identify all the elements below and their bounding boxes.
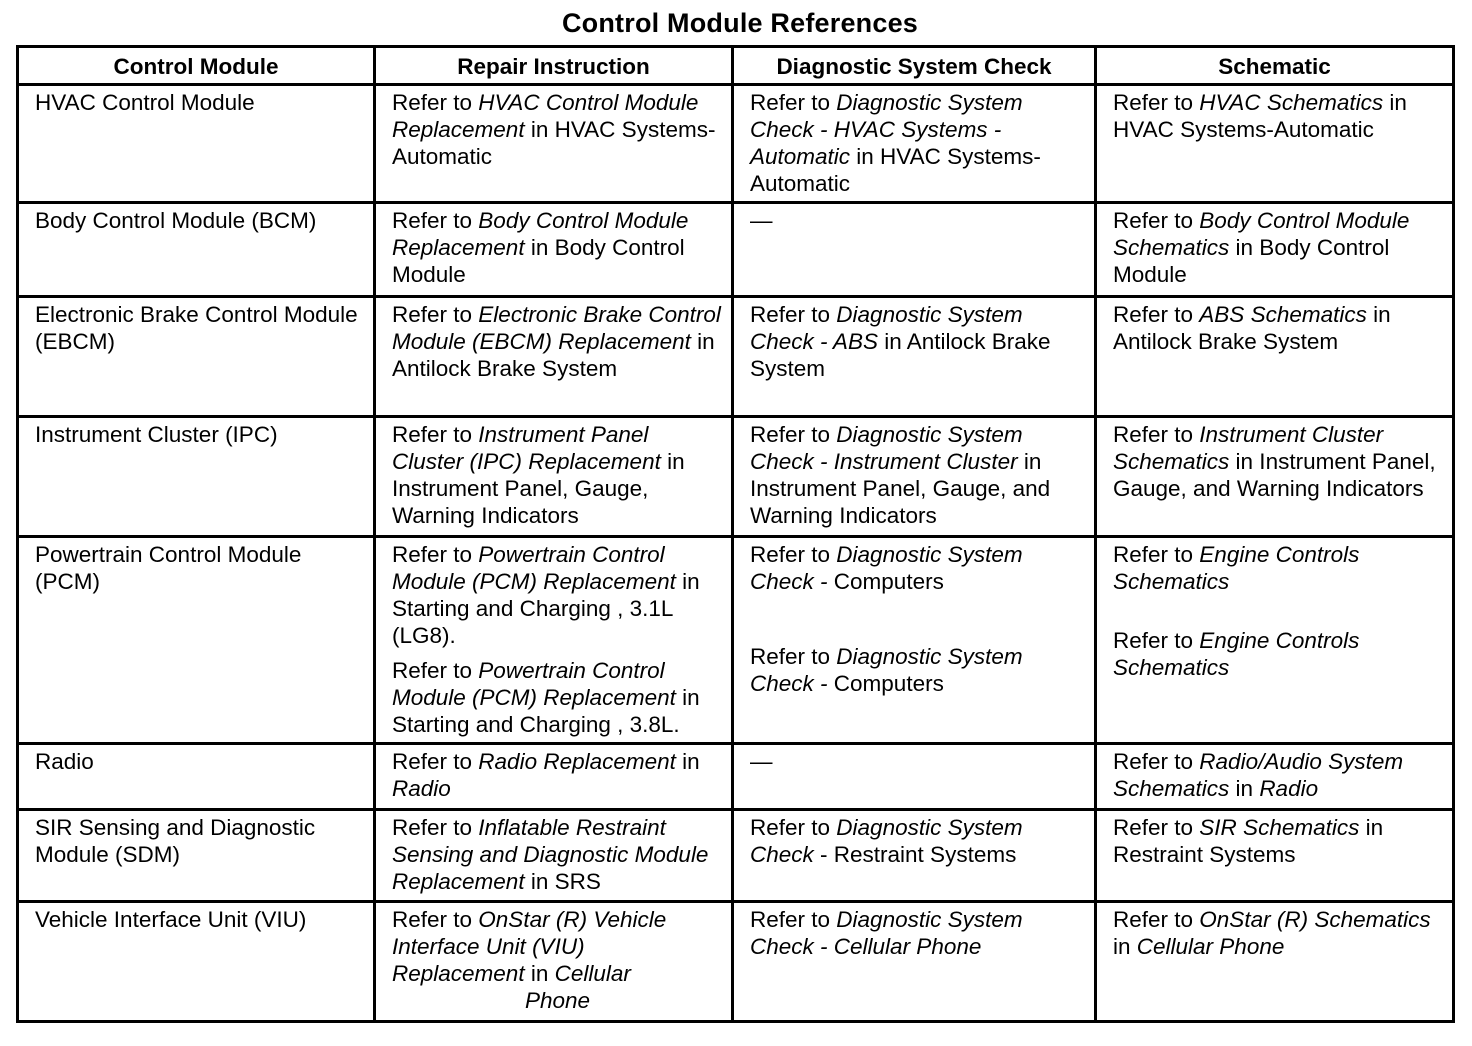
document-reference: Radio/Audio System Schematics bbox=[1113, 749, 1404, 801]
location-text: in Antilock Brake System bbox=[392, 329, 715, 381]
document-reference: Electronic Brake Control Module (EBCM) Replacement bbox=[392, 302, 721, 354]
refer-text: Refer to bbox=[1113, 749, 1200, 774]
location-text: Computers bbox=[833, 671, 944, 696]
schematic-reference-1 bbox=[1113, 541, 1444, 595]
refer-text: Refer to bbox=[392, 422, 479, 447]
location-text: in Antilock Brake System bbox=[1113, 302, 1391, 354]
location-text: Cellular Phone bbox=[833, 934, 982, 959]
location-text: in HVAC Systems-Automatic bbox=[1113, 90, 1407, 142]
repair-reference-3-1l bbox=[392, 541, 723, 649]
refer-text: Refer to bbox=[750, 302, 837, 327]
location-text: in HVAC Systems-Automatic bbox=[392, 117, 716, 169]
refer-text: Refer to bbox=[1113, 907, 1200, 932]
refer-text: Refer to bbox=[750, 907, 837, 932]
table-row bbox=[18, 902, 1454, 1022]
module-name-cell: SIR Sensing and Diagnostic Module (SDM) bbox=[18, 810, 375, 902]
location-text: - Restraint Systems bbox=[813, 842, 1017, 867]
schematic-cell bbox=[1096, 810, 1454, 902]
location-connector: in bbox=[675, 749, 700, 774]
repair-instruction-cell bbox=[375, 417, 733, 537]
diagnostic-check-cell bbox=[733, 297, 1096, 417]
diagnostic-check-cell bbox=[733, 810, 1096, 902]
document-reference: ABS Schematics bbox=[1199, 302, 1367, 327]
diagnostic-check-cell bbox=[733, 85, 1096, 203]
document-reference: HVAC Control Module Replacement bbox=[392, 90, 699, 142]
module-name-cell: Radio bbox=[18, 744, 375, 810]
refer-text: Refer to bbox=[1113, 90, 1200, 115]
refer-text: Refer to bbox=[392, 658, 479, 683]
table-row bbox=[18, 744, 1454, 810]
repair-instruction-cell bbox=[375, 203, 733, 297]
document-reference: Instrument Panel Cluster (IPC) Replacement bbox=[392, 422, 661, 474]
refer-text: Refer to bbox=[392, 542, 479, 567]
schematic-cell bbox=[1096, 902, 1454, 1022]
module-name-cell: Instrument Cluster (IPC) bbox=[18, 417, 375, 537]
schematic-cell bbox=[1096, 744, 1454, 810]
repair-instruction-cell bbox=[375, 744, 733, 810]
document-reference: Powertrain Control Module (PCM) Replacement bbox=[392, 542, 676, 594]
document-reference: Diagnostic System Check - bbox=[750, 907, 1023, 959]
location-text: in SRS bbox=[524, 869, 601, 894]
refer-text: Refer to bbox=[750, 815, 837, 840]
refer-text: Refer to bbox=[1113, 628, 1200, 653]
table-row bbox=[18, 537, 1454, 744]
refer-text: Refer to bbox=[750, 90, 837, 115]
location-connector: in bbox=[524, 961, 555, 986]
document-reference: Diagnostic System Check bbox=[750, 815, 1023, 867]
refer-text: Refer to bbox=[750, 644, 837, 669]
document-reference: SIR Schematics bbox=[1199, 815, 1360, 840]
schematic-cell bbox=[1096, 203, 1454, 297]
location-text: Radio bbox=[392, 776, 451, 801]
repair-instruction-cell bbox=[375, 85, 733, 203]
refer-text: Refer to bbox=[750, 422, 837, 447]
table-row bbox=[18, 810, 1454, 902]
module-name-cell: Electronic Brake Control Module (EBCM) bbox=[18, 297, 375, 417]
document-reference: Diagnostic System Check - ABS bbox=[750, 302, 1023, 354]
schematic-cell bbox=[1096, 537, 1454, 744]
refer-text: Refer to bbox=[1113, 208, 1200, 233]
document-reference: Inflatable Restraint Sensing and Diagnostic Module Replacement bbox=[392, 815, 709, 894]
column-header-schematic: Schematic bbox=[1096, 47, 1454, 85]
column-header-repair-instruction: Repair Instruction bbox=[375, 47, 733, 85]
diagnostic-check-cell-empty: — bbox=[733, 744, 1096, 810]
diagnostic-check-cell bbox=[733, 902, 1096, 1022]
diagnostic-check-cell-empty: — bbox=[733, 203, 1096, 297]
location-text: in Body Control Module bbox=[1113, 235, 1390, 287]
document-reference: OnStar (R) Vehicle Interface Unit (VIU) Replacement bbox=[392, 907, 667, 986]
document-reference: OnStar (R) Schematics bbox=[1199, 907, 1431, 932]
document-reference: Diagnostic System Check - bbox=[750, 644, 1023, 696]
column-header-control-module: Control Module bbox=[18, 47, 375, 85]
location-text: in Restraint Systems bbox=[1113, 815, 1384, 867]
location-text: in Instrument Panel, Gauge, and Warning Indicators bbox=[1113, 449, 1436, 501]
location-text: in HVAC Systems-Automatic bbox=[750, 144, 1041, 196]
refer-text: Refer to bbox=[1113, 302, 1200, 327]
document-reference: Diagnostic System Check - HVAC Systems - Automatic bbox=[750, 90, 1023, 169]
control-module-references-table bbox=[16, 45, 1455, 1023]
header-row bbox=[18, 47, 1454, 85]
module-name-cell: Powertrain Control Module (PCM) bbox=[18, 537, 375, 744]
repair-instruction-cell bbox=[375, 297, 733, 417]
diagnostic-reference-1 bbox=[750, 541, 1086, 595]
repair-reference-3-8l bbox=[392, 657, 723, 738]
repair-instruction-cell bbox=[375, 902, 733, 1022]
table-row bbox=[18, 297, 1454, 417]
refer-text: Refer to bbox=[392, 815, 479, 840]
location-text: Cellular Phone bbox=[1136, 934, 1285, 959]
location-text-continued: Phone bbox=[524, 988, 591, 1013]
refer-text: Refer to bbox=[1113, 815, 1200, 840]
document-reference: Diagnostic System Check - Instrument Cluster bbox=[750, 422, 1023, 474]
table-row bbox=[18, 85, 1454, 203]
refer-text: Refer to bbox=[392, 208, 479, 233]
location-text: in Instrument Panel, Gauge, Warning Indicators bbox=[392, 449, 685, 528]
location-text: Cellular bbox=[554, 961, 631, 986]
document-reference: Body Control Module Replacement bbox=[392, 208, 689, 260]
refer-text: Refer to bbox=[750, 542, 837, 567]
refer-text: Refer to bbox=[392, 907, 479, 932]
refer-text: Refer to bbox=[1113, 542, 1200, 567]
schematic-reference-2 bbox=[1113, 627, 1444, 681]
location-text: Radio bbox=[1259, 776, 1319, 801]
document-reference: Diagnostic System Check - bbox=[750, 542, 1023, 594]
location-text: in Body Control Module bbox=[392, 235, 685, 287]
schematic-cell bbox=[1096, 297, 1454, 417]
refer-text: Refer to bbox=[1113, 422, 1200, 447]
schematic-cell bbox=[1096, 85, 1454, 203]
document-reference: Radio Replacement bbox=[478, 749, 676, 774]
diagnostic-check-cell bbox=[733, 417, 1096, 537]
refer-text: Refer to bbox=[392, 302, 479, 327]
document-reference: HVAC Schematics bbox=[1199, 90, 1384, 115]
repair-instruction-cell bbox=[375, 537, 733, 744]
column-header-diagnostic-system-check: Diagnostic System Check bbox=[733, 47, 1096, 85]
refer-text: Refer to bbox=[392, 90, 479, 115]
table-row bbox=[18, 417, 1454, 537]
diagnostic-reference-2 bbox=[750, 643, 1086, 697]
module-name-cell: Vehicle Interface Unit (VIU) bbox=[18, 902, 375, 1022]
diagnostic-check-cell bbox=[733, 537, 1096, 744]
location-text: in Starting and Charging , 3.8L. bbox=[392, 685, 700, 737]
document-reference: Instrument Cluster Schematics bbox=[1113, 422, 1384, 474]
refer-text: Refer to bbox=[392, 749, 479, 774]
document-reference: Engine Controls Schematics bbox=[1113, 542, 1360, 594]
document-reference: Body Control Module Schematics bbox=[1113, 208, 1410, 260]
document-reference: Powertrain Control Module (PCM) Replacement bbox=[392, 658, 676, 710]
location-text: Computers bbox=[833, 569, 944, 594]
table-row bbox=[18, 203, 1454, 297]
location-connector: in bbox=[1113, 934, 1137, 959]
module-name-cell: Body Control Module (BCM) bbox=[18, 203, 375, 297]
document-title: Control Module References bbox=[561, 8, 919, 38]
location-text: in Starting and Charging , 3.1L (LG8). bbox=[392, 569, 700, 648]
repair-instruction-cell bbox=[375, 810, 733, 902]
schematic-cell bbox=[1096, 417, 1454, 537]
module-name-cell: HVAC Control Module bbox=[18, 85, 375, 203]
location-connector: in bbox=[1229, 776, 1260, 801]
location-text: in Instrument Panel, Gauge, and Warning Indicators bbox=[750, 449, 1051, 528]
location-text: in Antilock Brake System bbox=[750, 329, 1051, 381]
document-reference: Engine Controls Schematics bbox=[1113, 628, 1360, 680]
